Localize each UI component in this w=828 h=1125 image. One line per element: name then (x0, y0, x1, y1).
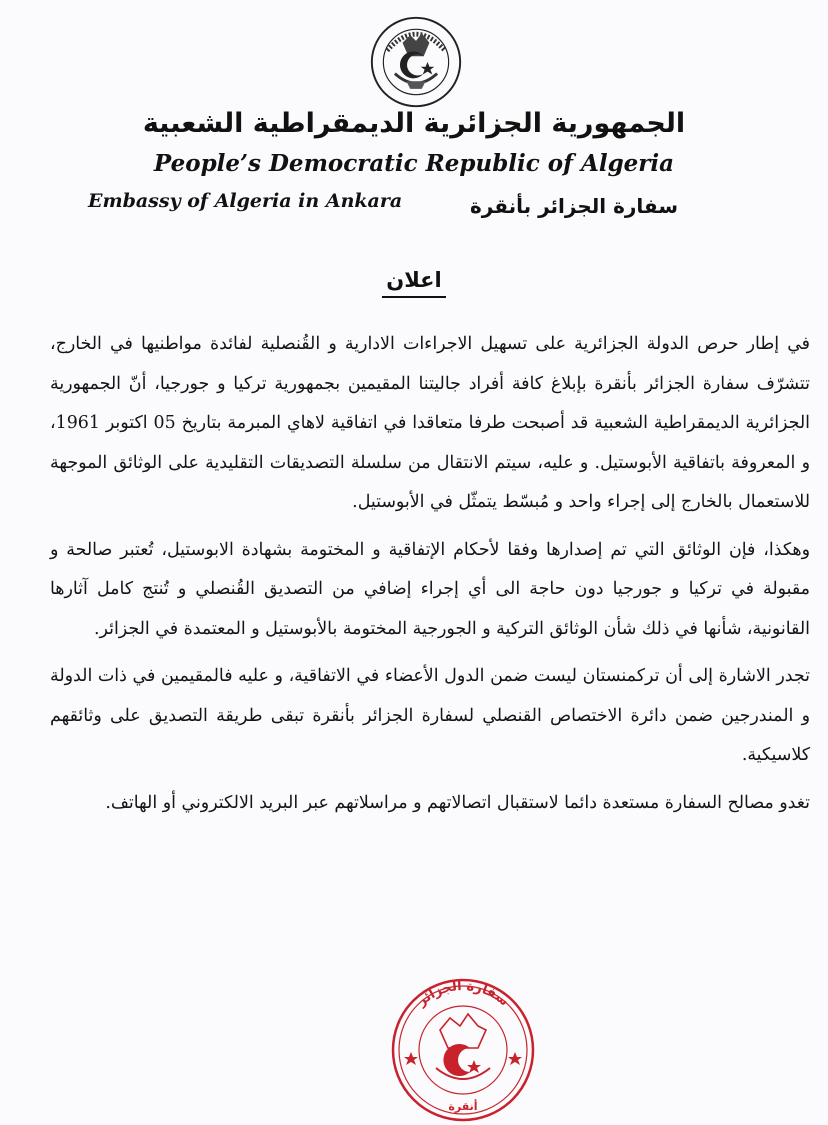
country-title-arabic: الجمهورية الجزائرية الديمقراطية الشعبية (142, 108, 686, 139)
country-title-english: People’s Democratic Republic of Algeria (153, 150, 675, 177)
announcement-heading (0, 268, 828, 298)
embassy-seal-stamp (378, 960, 548, 1125)
announcement-heading-text: اعلان (382, 268, 445, 298)
embassy-name-english: Embassy of Algeria in Ankara (88, 190, 403, 212)
embassy-name-arabic: سفارة الجزائر بأنقرة (469, 194, 678, 218)
algeria-emblem-icon (368, 14, 464, 110)
paragraph-validity: وهكذا، فإن الوثائق التي تم إصدارها وفقا لأحكام الإتفاقية و المختومة بشهادة الابوستيل، تُعتبر صالحة و مقبولة في تركيا و جورجيا دون حاجة الى أي إجراء إضافي من التصديق القُنصلي و تُنتج كامل آثارها القانونية، شأنها في ذلك شأن الوثائق التركية و الجورجية المختومة بالأبوستيل و المعتمدة في الجزائر. (50, 539, 810, 639)
paragraph-contact: تغدو مصالح السفارة مستعدة دائما لاستقبال اتصالاتهم و مراسلاتهم عبر البريد الالكتروني أو الهاتف. (105, 792, 810, 813)
seal-bottom-text: أنقرة (448, 1100, 478, 1113)
seal-top-text-path: سفارة الجزائر (414, 978, 512, 1010)
paragraph-turkmenistan: تجدر الاشارة إلى أن تركمنستان ليست ضمن الدول الأعضاء في الاتفاقية، و عليه فالمقيمين في ذات الدولة و المندرجين ضمن دائرة الاختصاص القنصلي لسفارة الجزائر بأنقرة تبقى طريقة التصديق على وثائقهم كلاسيكية. (50, 666, 810, 765)
announcement-body (50, 325, 810, 831)
paragraph-apostille-intro: في إطار حرص الدولة الجزائرية على تسهيل الاجراءات الادارية و القُنصلية لفائدة مواطنيها في الخارج، تتشرّف سفارة الجزائر بأنقرة بإبلاغ كافة أفراد جاليتنا المقيمين بجمهورية تركيا و جورجيا، أنّ الجمهورية الجزائرية الديمقراطية الشعبية قد أصبحت طرفا متعاقدا في اتفاقية لاهاي المبرمة بتاريخ 05 اكتوبر 1961، و المعروفة باتفاقية الأبوستيل. و عليه، سيتم الانتقال من سلسلة التصديقات التقليدية على الوثائق الموجهة للاستعمال بالخارج إلى إجراء واحد و مُبسّط يتمثّل في الأبوستيل. (50, 334, 810, 512)
